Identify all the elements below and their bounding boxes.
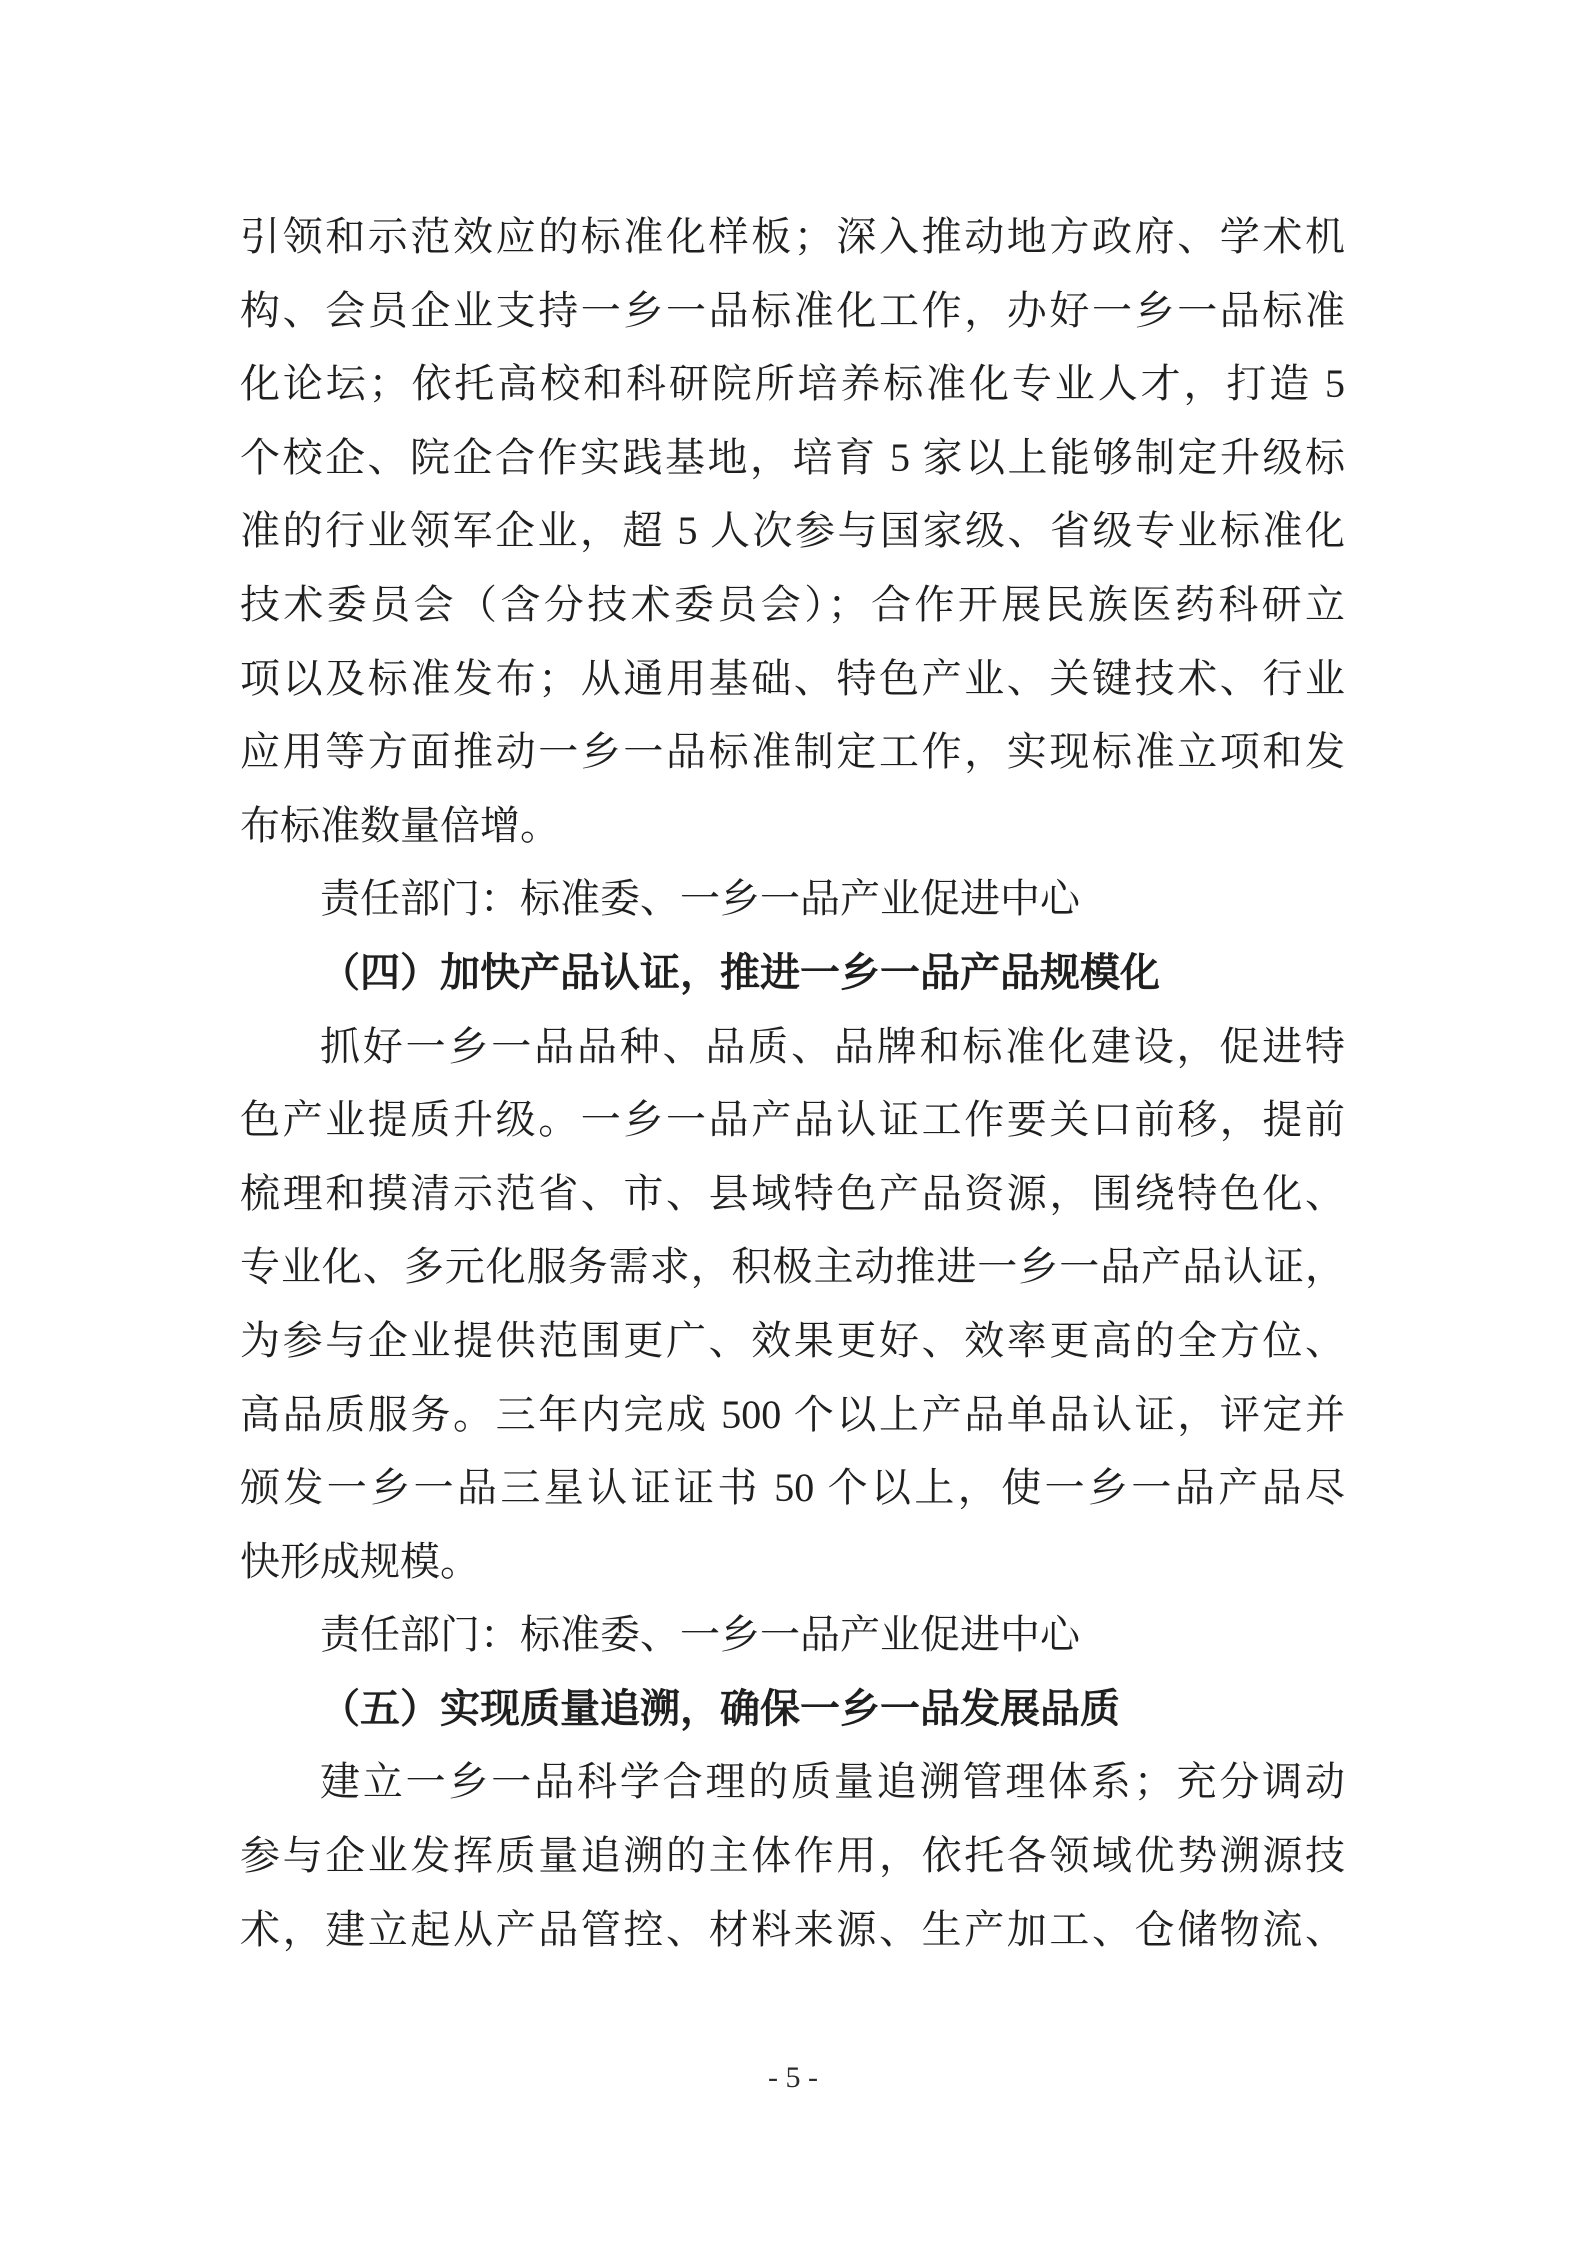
text-line: 项以及标准发布；从通用基础、特色产业、关键技术、行业 [240, 655, 1345, 701]
text-line: 技术委员会（含分技术委员会）；合作开展民族医药科研立 [240, 581, 1345, 627]
text-line: 准的行业领军企业，超 5 人次参与国家级、省级专业标准化 [240, 508, 1345, 554]
text-line: 色产业提质升级。一乡一品产品认证工作要关口前移，提前 [240, 1097, 1345, 1143]
text-line: 梳理和摸清示范省、市、县域特色产品资源，围绕特色化、 [240, 1170, 1345, 1216]
text-line: 术，建立起从产品管控、材料来源、生产加工、仓储物流、 [240, 1906, 1345, 1952]
page-number: - 5 - [768, 2061, 818, 2094]
text-line: 引领和示范效应的标准化样板；深入推动地方政府、学术机 [240, 214, 1345, 259]
text-line: 构、会员企业支持一乡一品标准化工作，办好一乡一品标准 [240, 287, 1345, 333]
text-line: 颁发一乡一品三星认证证书 50 个以上，使一乡一品产品尽 [240, 1465, 1345, 1511]
text-line: 建立一乡一品科学合理的质量追溯管理体系；充分调动 [320, 1759, 1345, 1805]
text-line: 快形成规模。 [240, 1538, 480, 1584]
text-line: 责任部门：标准委、一乡一品产业促进中心 [320, 1612, 1080, 1658]
document-body [240, 200, 1345, 1966]
section-heading-line: （五）实现质量追溯，确保一乡一品发展品质 [320, 1685, 1120, 1731]
text-line: 布标准数量倍增。 [240, 802, 560, 848]
text-line: 高品质服务。三年内完成 500 个以上产品单品认证，评定并 [240, 1391, 1345, 1437]
text-line: 个校企、院企合作实践基地，培育 5 家以上能够制定升级标 [240, 434, 1345, 480]
text-line: 应用等方面推动一乡一品标准制定工作，实现标准立项和发 [240, 729, 1345, 775]
text-line: 化论坛；依托高校和科研院所培养标准化专业人才，打造 5 [240, 361, 1345, 407]
text-line: 抓好一乡一品品种、品质、品牌和标准化建设，促进特 [320, 1023, 1345, 1069]
text-line: 参与企业发挥质量追溯的主体作用，依托各领域优势溯源技 [240, 1833, 1345, 1879]
text-line: 专业化、多元化服务需求，积极主动推进一乡一品产品认证， [240, 1244, 1345, 1290]
text-line: 为参与企业提供范围更广、效果更好、效率更高的全方位、 [240, 1317, 1345, 1363]
text-line: 责任部门：标准委、一乡一品产业促进中心 [320, 876, 1080, 922]
section-heading-line: （四）加快产品认证，推进一乡一品产品规模化 [320, 949, 1160, 995]
